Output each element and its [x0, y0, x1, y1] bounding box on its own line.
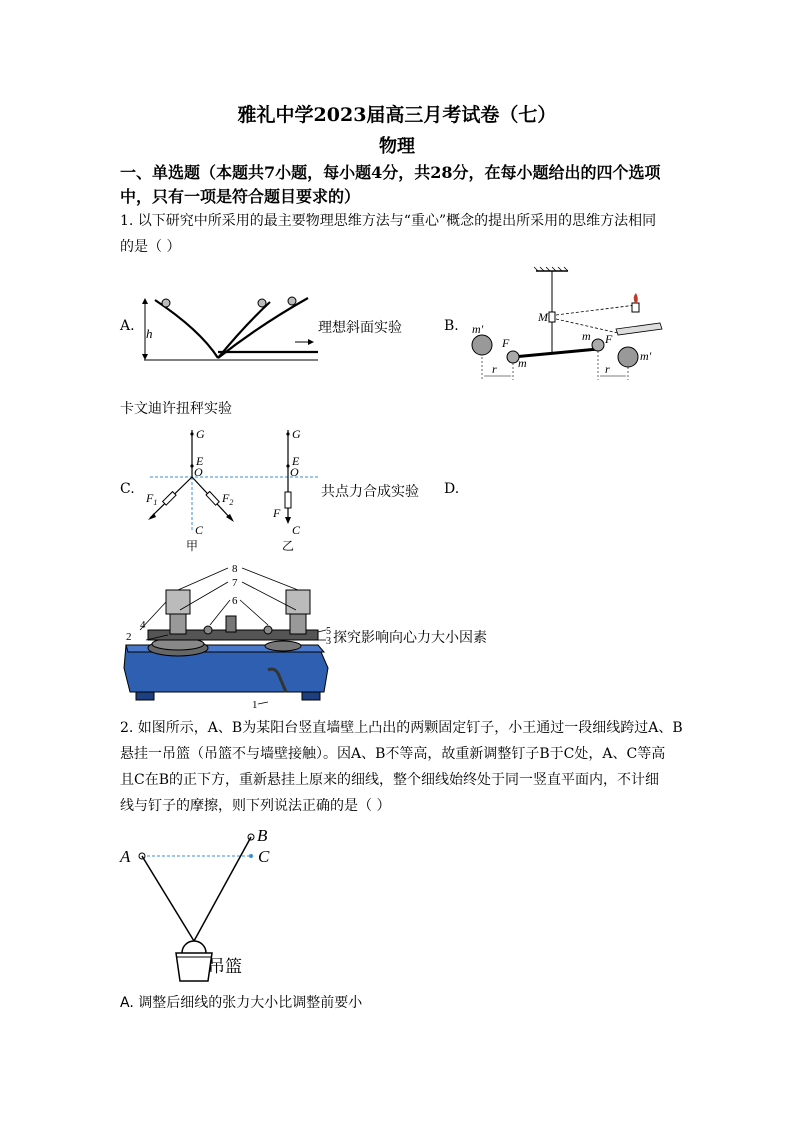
part-5: 5 [326, 626, 331, 637]
G1: G [196, 427, 205, 441]
sleeve-right [290, 612, 306, 634]
label-B: B [257, 826, 268, 845]
O2: O [290, 465, 299, 479]
big-ball-right [618, 347, 638, 367]
section-heading-line2: 中，只有一项是符合题目要求的） [120, 187, 361, 206]
q1-option-d-caption: 探究影响向心力大小因素 [333, 630, 487, 646]
ball-left [204, 626, 212, 634]
F-right: F [605, 332, 613, 346]
string-left [142, 856, 194, 941]
subject-title: 物理 [379, 136, 415, 157]
part-8: 8 [232, 563, 238, 575]
ball-right [264, 626, 272, 634]
ball-left [162, 299, 170, 307]
m-prime-right: m′ [640, 349, 652, 363]
G2: G [292, 427, 301, 441]
q2-stem [120, 718, 683, 816]
r-right: r [605, 362, 610, 376]
q1-option-b-letter: B. [444, 318, 459, 334]
cylinder-left [166, 590, 190, 614]
h-label: h [146, 326, 153, 341]
sleeve-left [170, 612, 186, 634]
q1-option-d-letter: D. [444, 481, 460, 497]
pulley-right [265, 641, 301, 651]
ball-mid [258, 299, 266, 307]
part-3: 3 [326, 636, 331, 647]
q1-figure-a-ramp [140, 290, 325, 365]
section-heading [120, 161, 661, 209]
q1-figure-b-torsion-balance [468, 265, 668, 390]
r-left: r [492, 362, 497, 376]
m-right: m [582, 329, 591, 343]
F3: F [273, 506, 281, 520]
F1: $F_1$ [146, 491, 158, 507]
steep-incline [218, 302, 270, 358]
mirror-M [549, 312, 555, 322]
E1: E [196, 454, 204, 468]
q1-stem-line2: 的是（ ） [120, 239, 181, 255]
m-left: m [518, 356, 527, 370]
left-incline [155, 300, 218, 358]
f-spring-scale [285, 492, 291, 508]
q1-option-c-letter: C. [120, 481, 135, 497]
E2: E [292, 454, 300, 468]
lamp [632, 303, 639, 312]
basket-handle [182, 941, 206, 953]
q1-option-a-letter: A. [120, 318, 135, 334]
label-jia: 甲 [186, 539, 199, 553]
label-C: C [258, 847, 270, 866]
label-A: A [120, 847, 131, 866]
O1: O [194, 465, 203, 479]
q2-stem-line4: 线与钉子的摩擦，则下列说法正确的是（ ） [120, 798, 391, 814]
section-heading-line1: 一、单选题（本题共7小题，每小题4分，共28分，在每小题给出的四个选项 [120, 163, 661, 182]
part-4: 4 [140, 619, 146, 631]
bracket [226, 616, 236, 632]
string-right [194, 837, 251, 941]
q2-stem-line3: 且C在B的正下方，重新悬挂上原来的细线，整个细线始终处于同一竖直平面内，不计细 [120, 772, 659, 788]
F-left: F [502, 336, 510, 350]
small-ball-right [592, 339, 604, 351]
q1-figure-c-force-composition [140, 422, 325, 554]
label-basket: 吊篮 [208, 957, 242, 976]
q1-figure-d-centripetal-apparatus [118, 560, 333, 710]
M-label: M [538, 310, 548, 324]
q1-option-a-caption: 理想斜面实验 [318, 320, 402, 336]
nail-C [249, 854, 253, 858]
part-2: 2 [126, 631, 132, 643]
C1: C [195, 523, 204, 537]
cylinder-right [286, 590, 310, 614]
q1-option-b-caption: 卡文迪许扭秤实验 [120, 401, 232, 417]
part-6: 6 [232, 595, 238, 607]
label-yi: 乙 [282, 539, 295, 553]
q2-option-a: A. 调整后细线的张力大小比调整前要小 [120, 995, 363, 1011]
q1-stem [120, 211, 656, 257]
q2-stem-line2: 悬挂一吊篮（吊篮不与墙壁接触）。因A、B不等高，故重新调整钉子B于C处，A、C等高 [120, 746, 666, 762]
ball-right [288, 297, 296, 305]
big-ball-left [472, 335, 492, 355]
C2: C [292, 523, 301, 537]
q1-stem-line1: 1. 以下研究中所采用的最主要物理思维方法与“重心”概念的提出所采用的思维方法相同 [120, 213, 657, 229]
scale-ruler [616, 323, 662, 335]
light-ray-in [556, 305, 636, 315]
flame [634, 293, 638, 303]
q2-stem-line1: 2. 如图所示，A、B为某阳台竖直墙壁上凸出的两颗固定钉子，小王通过一段细线跨过A、B [120, 720, 683, 736]
F2: $F_2$ [222, 491, 234, 507]
part-1: 1 [252, 699, 258, 710]
exam-title: 雅礼中学2023届高三月考试卷（七） [237, 104, 557, 126]
q1-option-c-caption: 共点力合成实验 [321, 484, 419, 500]
m-prime-left: m′ [472, 322, 484, 336]
q2-figure-basket [118, 823, 288, 988]
part-7: 7 [232, 577, 238, 589]
